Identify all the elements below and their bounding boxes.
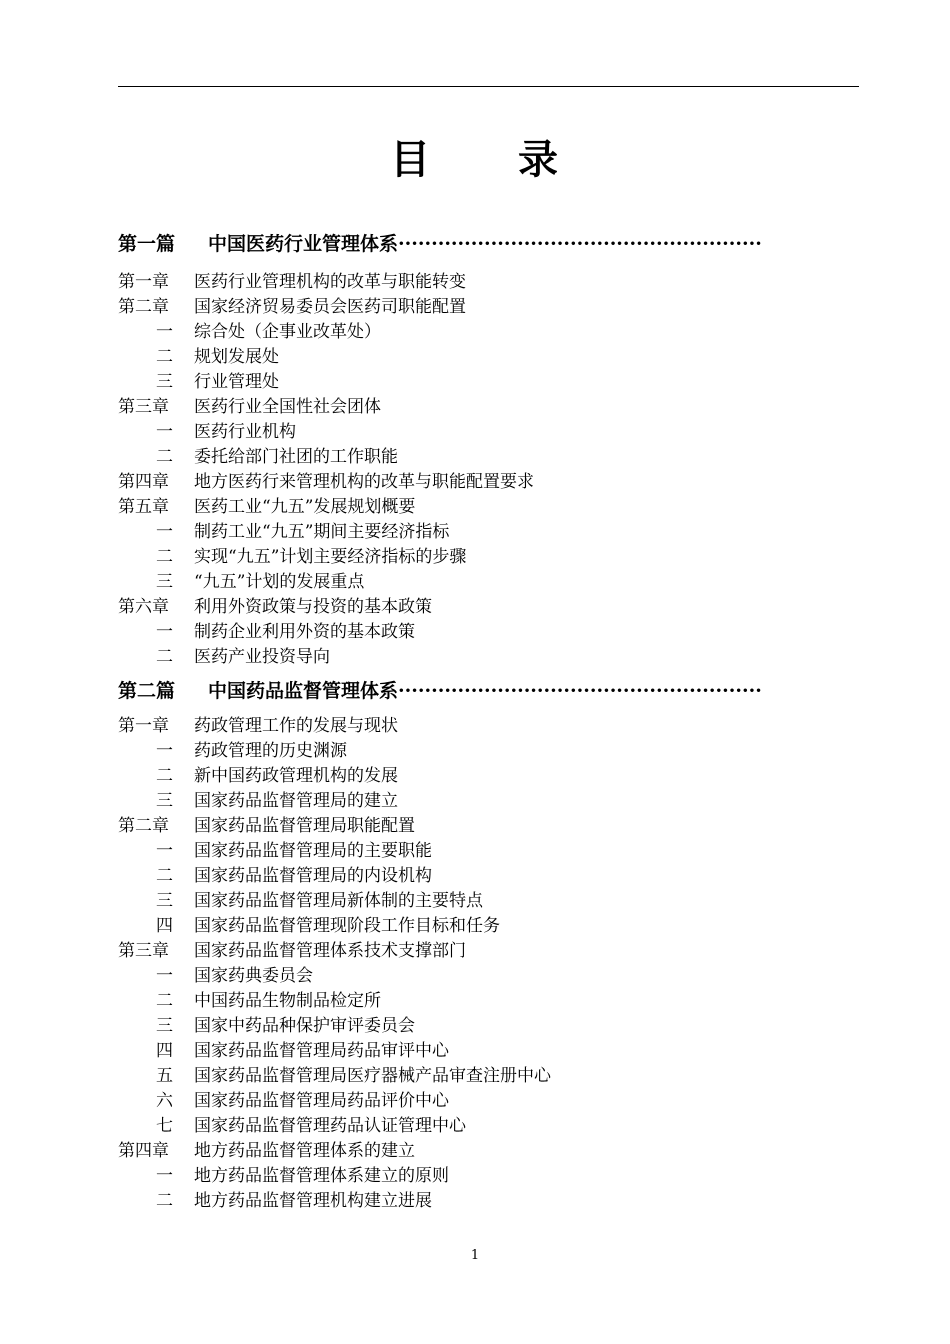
toc-section-entry[interactable] [118,964,859,989]
entry-label: 第三章 [118,941,169,961]
toc-section-entry[interactable] [118,989,859,1014]
entry-label: 四 [156,1041,173,1061]
entry-label: 第一章 [118,716,169,736]
toc-section-entry[interactable] [118,620,859,645]
entry-label: 第三章 [118,397,169,417]
header-rule [118,86,859,87]
entry-label: 三 [156,572,173,592]
toc-section-entry[interactable] [118,1039,859,1064]
entry-label: 三 [156,1016,173,1036]
entry-label: 第一章 [118,272,169,292]
entry-text: 地方药品监督管理体系建立的原则 [194,1166,449,1186]
toc-section-entry[interactable] [118,1089,859,1114]
entry-label: 一 [156,741,173,761]
entry-label: 二 [156,347,173,367]
toc-section-entry[interactable] [118,914,859,939]
entry-label: 第六章 [118,597,169,617]
entry-text: 国家药品监督管理体系技术支撑部门 [194,941,466,961]
entry-label: 五 [156,1066,173,1086]
toc-section-entry[interactable] [118,645,859,670]
toc-section-entry[interactable] [118,1014,859,1039]
entry-label: 一 [156,422,173,442]
entry-text: 国家药品监督管理现阶段工作目标和任务 [194,916,500,936]
entry-text: 实现“九五”计划主要经济指标的步骤 [194,547,467,567]
entry-text: 国家药品监督管理局的建立 [194,791,398,811]
dot-leader: ······················································· [398,680,762,702]
page-number: 1 [470,1248,480,1263]
entry-text: 药政管理的历史渊源 [194,741,347,761]
toc-chapter-entry[interactable] [118,270,859,295]
toc-section-entry[interactable] [118,420,859,445]
entry-text: 国家药品监督管理局的主要职能 [194,841,432,861]
entry-label: 二 [156,1191,173,1211]
entry-label: 第二章 [118,816,169,836]
entry-text: 国家药品监督管理局职能配置 [194,816,415,836]
dot-leader: ······················································· [398,233,762,255]
entry-text: 新中国药政管理机构的发展 [194,766,398,786]
entry-label: 二 [156,991,173,1011]
entry-label: 三 [156,791,173,811]
entry-text: 药政管理工作的发展与现状 [194,716,398,736]
entry-text: 国家药品监督管理局药品评价中心 [194,1091,449,1111]
title-char-2: 录 [517,136,560,183]
entry-label: 一 [156,322,173,342]
toc-part-2[interactable] [118,677,859,705]
entry-label: 一 [156,622,173,642]
entry-text: 国家药典委员会 [194,966,313,986]
toc-section-entry[interactable] [118,1064,859,1089]
entry-label: 第五章 [118,497,169,517]
entry-label: 一 [156,841,173,861]
entry-label: 二 [156,766,173,786]
entry-text: 制药企业利用外资的基本政策 [194,622,415,642]
entry-text: 国家经济贸易委员会医药司职能配置 [194,297,466,317]
entry-text: 医药行业管理机构的改革与职能转变 [194,272,466,292]
toc-chapter-entry[interactable] [118,595,859,620]
part-2-entries [118,714,859,1214]
entry-text: 地方医药行来管理机构的改革与职能配置要求 [194,472,534,492]
entry-label: 六 [156,1091,173,1111]
part-number: 第一篇 [118,233,176,255]
entry-label: 二 [156,547,173,567]
entry-label: 第二章 [118,297,169,317]
toc-chapter-entry[interactable] [118,814,859,839]
entry-text: 医药行业全国性社会团体 [194,397,381,417]
entry-text: 地方药品监督管理体系的建立 [194,1141,415,1161]
part-title: 中国医药行业管理体系 [208,233,399,255]
entry-label: 二 [156,866,173,886]
entry-text: 医药工业“九五”发展规划概要 [194,497,416,517]
entry-label: 第四章 [118,1141,169,1161]
toc-section-entry[interactable] [118,764,859,789]
toc-section-entry[interactable] [118,1189,859,1214]
entry-label: 第四章 [118,472,169,492]
entry-label: 一 [156,522,173,542]
toc-section-entry[interactable] [118,345,859,370]
entry-label: 四 [156,916,173,936]
toc-chapter-entry[interactable] [118,295,859,320]
entry-text: 地方药品监督管理机构建立进展 [194,1191,432,1211]
entry-text: 综合处（企事业改革处） [194,322,381,342]
entry-text: 国家中药品种保护审评委员会 [194,1016,415,1036]
part-title: 中国药品监督管理体系 [208,680,399,702]
entry-text: 中国药品生物制品检定所 [194,991,381,1011]
toc-chapter-entry[interactable] [118,714,859,739]
entry-label: 二 [156,647,173,667]
entry-text: 国家药品监督管理局的内设机构 [194,866,432,886]
entry-text: “九五”计划的发展重点 [194,572,365,592]
toc-section-entry[interactable] [118,545,859,570]
toc-section-entry[interactable] [118,839,859,864]
table-of-contents [118,230,859,1214]
toc-chapter-entry[interactable] [118,395,859,420]
toc-chapter-entry[interactable] [118,1139,859,1164]
entry-label: 三 [156,891,173,911]
page-title [0,128,950,185]
entry-label: 二 [156,447,173,467]
entry-text: 国家药品监督管理局医疗器械产品审查注册中心 [194,1066,551,1086]
toc-section-entry[interactable] [118,739,859,764]
toc-section-entry[interactable] [118,1114,859,1139]
toc-section-entry[interactable] [118,789,859,814]
entry-text: 医药产业投资导向 [194,647,330,667]
entry-text: 制药工业“九五”期间主要经济指标 [194,522,450,542]
entry-text: 国家药品监督管理药品认证管理中心 [194,1116,466,1136]
title-char-1: 目 [390,136,433,183]
toc-section-entry[interactable] [118,864,859,889]
entry-text: 行业管理处 [194,372,279,392]
toc-chapter-entry[interactable] [118,495,859,520]
toc-section-entry[interactable] [118,889,859,914]
part-number: 第二篇 [118,680,176,702]
entry-text: 规划发展处 [194,347,279,367]
toc-part-1[interactable] [118,230,859,258]
entry-text: 国家药品监督管理局药品审评中心 [194,1041,449,1061]
toc-section-entry[interactable] [118,370,859,395]
entry-text: 委托给部门社团的工作职能 [194,447,398,467]
toc-section-entry[interactable] [118,520,859,545]
toc-chapter-entry[interactable] [118,470,859,495]
toc-section-entry[interactable] [118,445,859,470]
entry-label: 七 [156,1116,173,1136]
toc-chapter-entry[interactable] [118,939,859,964]
entry-label: 一 [156,1166,173,1186]
toc-section-entry[interactable] [118,570,859,595]
toc-section-entry[interactable] [118,320,859,345]
entry-text: 利用外资政策与投资的基本政策 [194,597,432,617]
entry-label: 一 [156,966,173,986]
entry-text: 国家药品监督管理局新体制的主要特点 [194,891,483,911]
toc-section-entry[interactable] [118,1164,859,1189]
entry-label: 三 [156,372,173,392]
part-1-entries [118,270,859,670]
entry-text: 医药行业机构 [194,422,296,442]
